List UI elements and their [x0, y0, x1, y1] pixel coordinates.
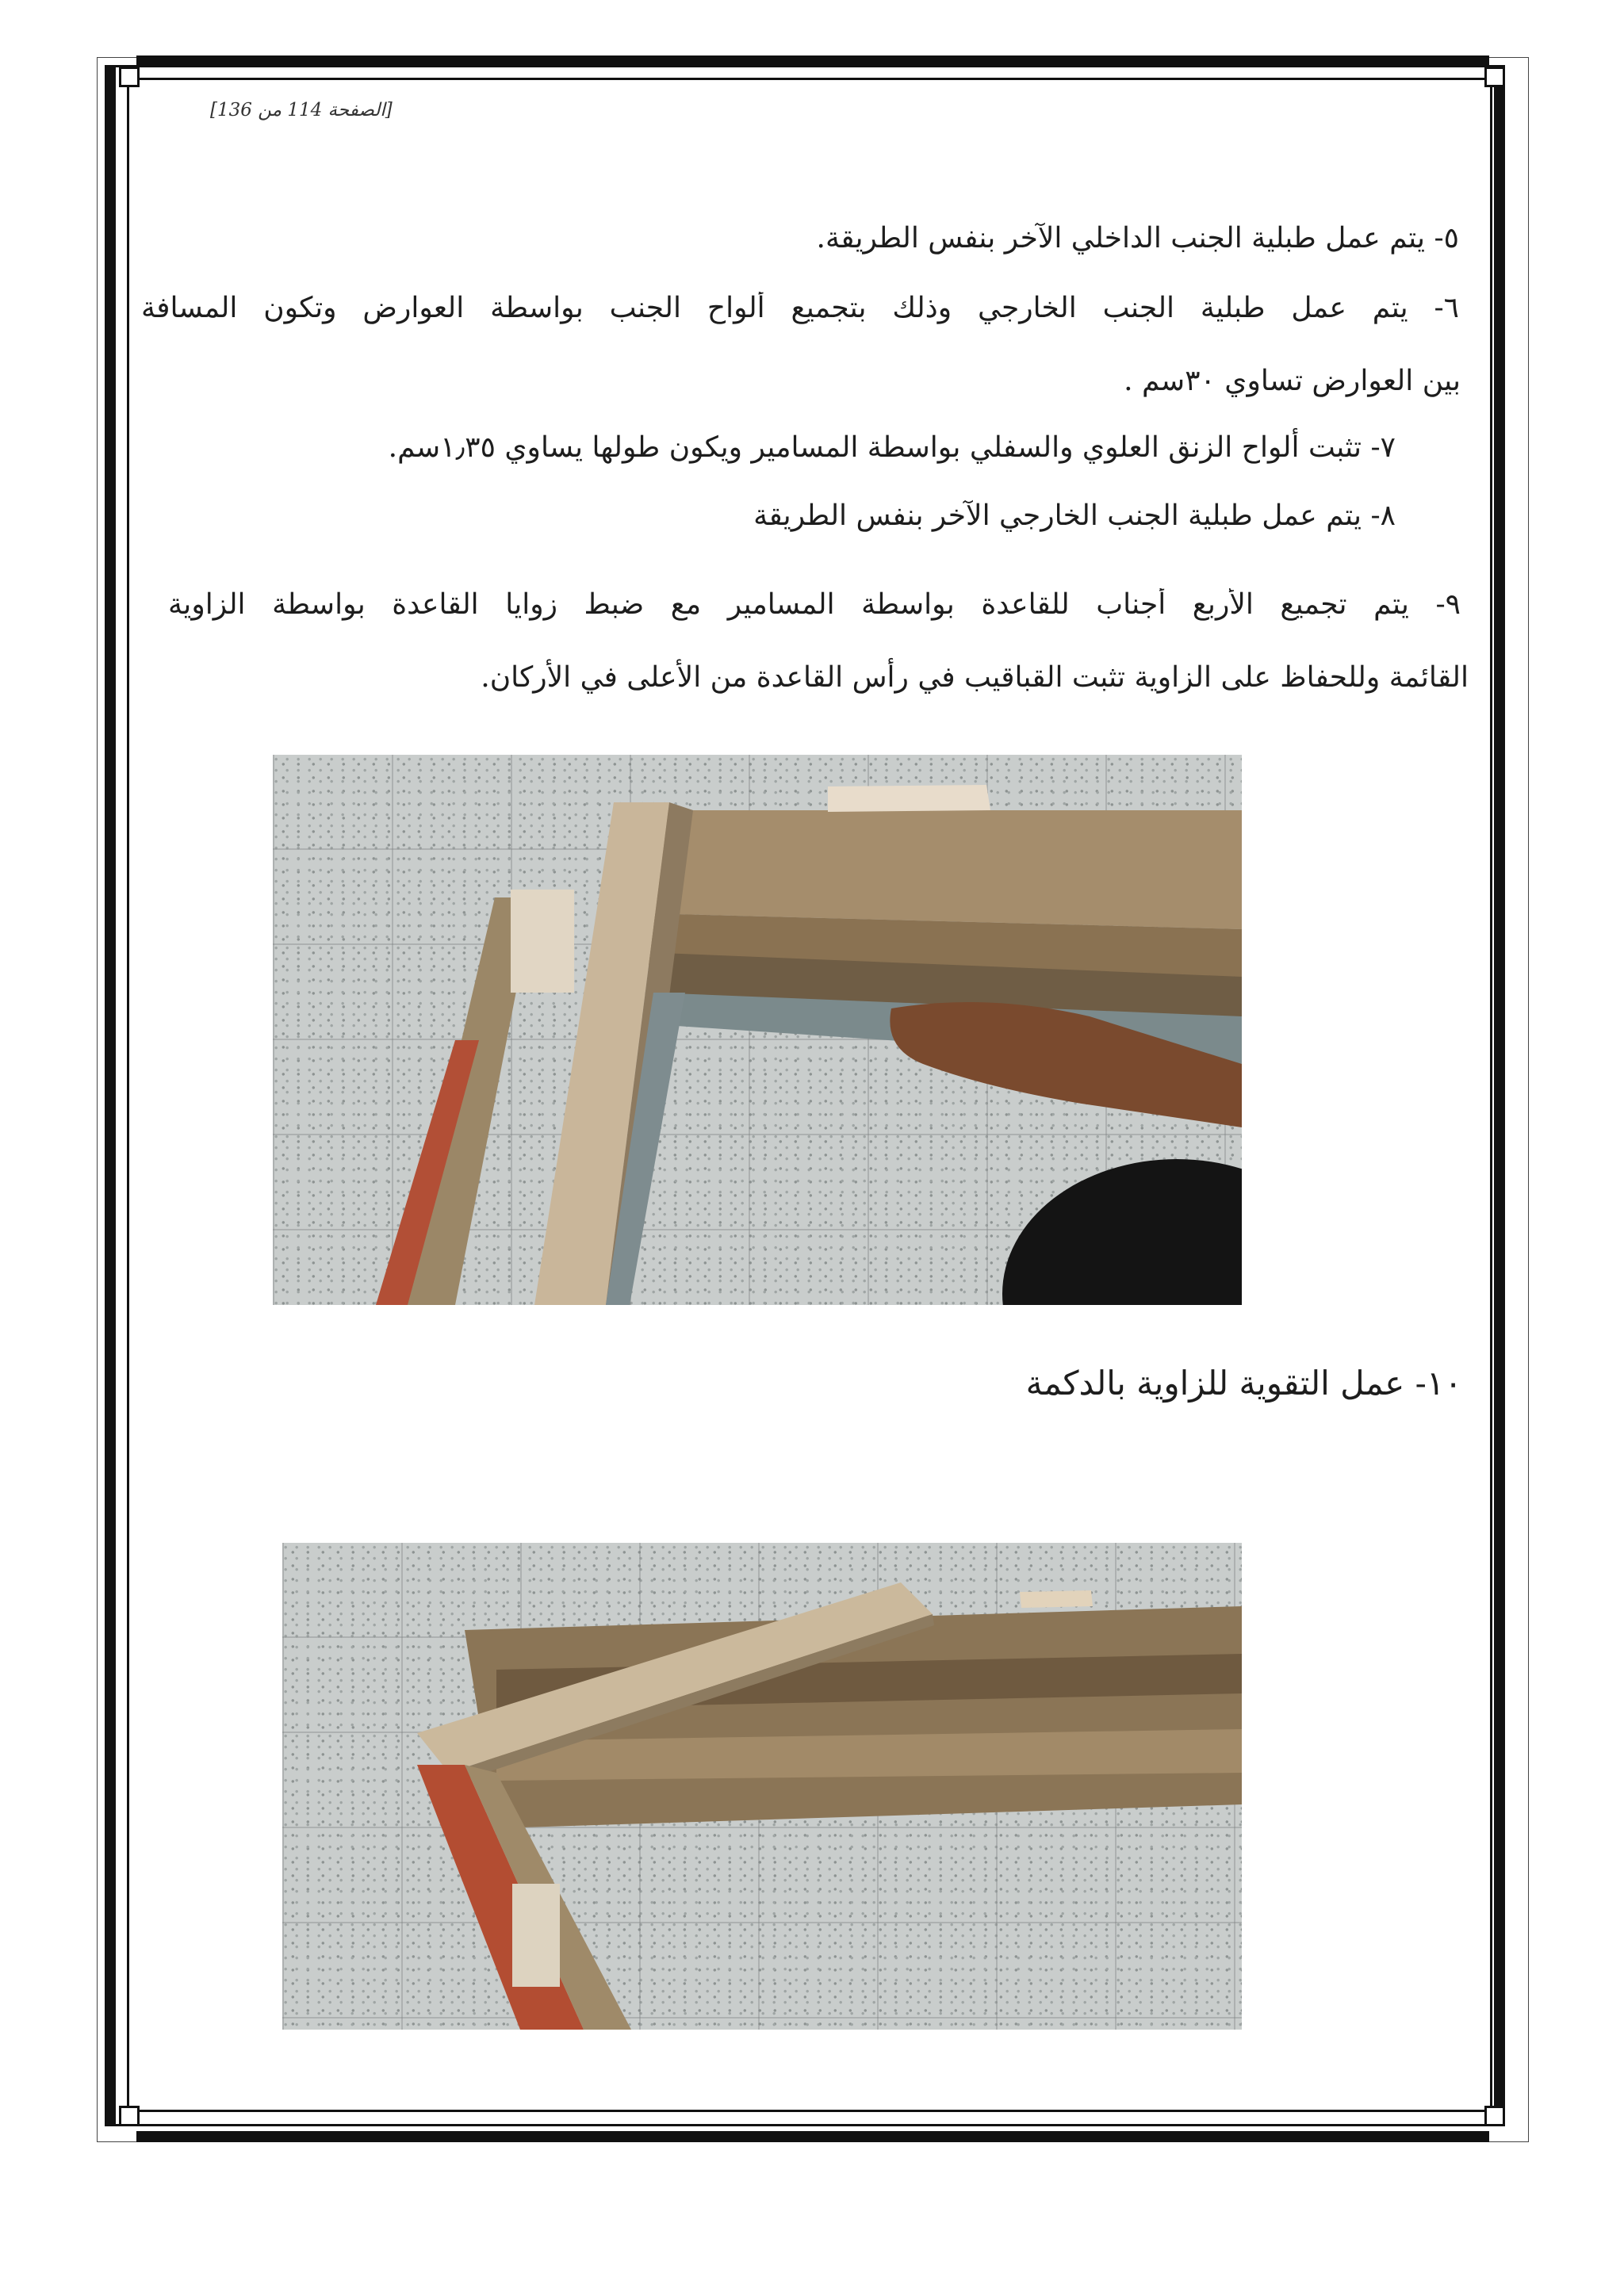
- step-5: ٥- يتم عمل طبلية الجنب الداخلي الآخر بنفس الطريقة.: [816, 222, 1459, 254]
- step-9-line-1: ٩- يتم تجميع الأربع أجناب للقاعدة بواسطة المسامير مع ضبط زوايا القاعدة بواسطة الزاوية: [168, 588, 1461, 621]
- border-corner: [1484, 67, 1505, 87]
- page-border-bottom-bar: [136, 2131, 1489, 2142]
- photo-frame-corner-assembly: [273, 755, 1242, 1305]
- step-10-heading: ١٠- عمل التقوية للزاوية بالدكمة: [1025, 1364, 1462, 1402]
- step-8: ٨- يتم عمل طبلية الجنب الخارجي الآخر بنفس الطريقة: [753, 499, 1396, 532]
- photo-corner-reinforcement: [282, 1543, 1242, 2030]
- page-number: [الصفحة 114 من 136]: [210, 100, 393, 121]
- step-6-line-2: بين العوارض تساوي ٣٠سم .: [1124, 365, 1461, 397]
- border-corner: [119, 2106, 140, 2126]
- border-corner: [119, 67, 140, 87]
- step-9-line-2: القائمة وللحفاظ على الزاوية تثبت القباقيب في رأس القاعدة من الأعلى في الأركان.: [481, 661, 1469, 694]
- border-corner: [1484, 2106, 1505, 2126]
- step-7: ٧- تثبت ألواح الزنق العلوي والسفلي بواسطة المسامير ويكون طولها يساوي ١٫٣٥سم.: [388, 431, 1396, 464]
- page-border-top-bar: [136, 55, 1489, 67]
- step-6-line-1: ٦- يتم عمل طبلية الجنب الخارجي وذلك بتجميع ألواح الجنب بواسطة العوارض وتكون المسافة: [141, 292, 1459, 324]
